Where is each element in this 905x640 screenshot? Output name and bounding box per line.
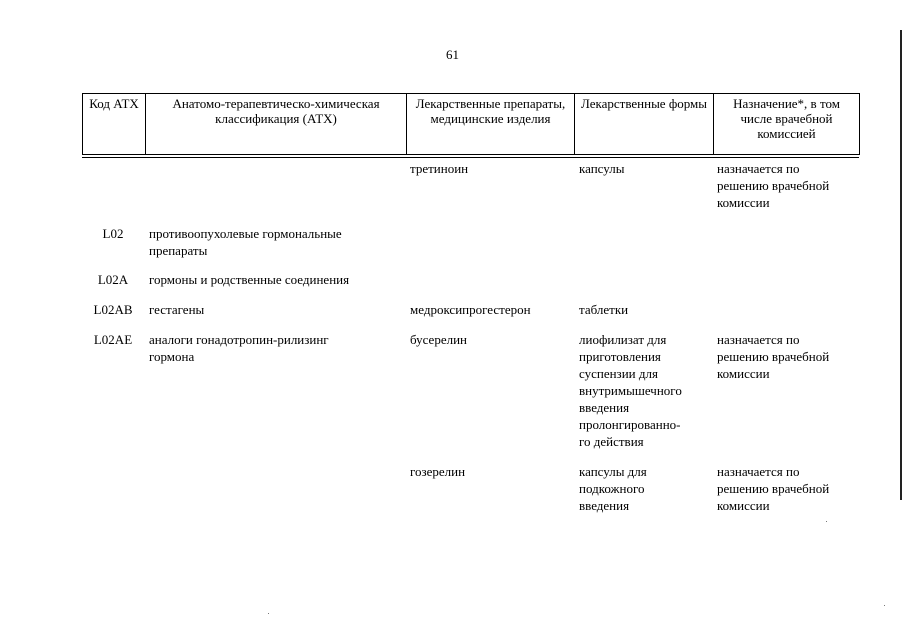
drug-name: бусерелин — [410, 332, 467, 347]
purpose-note-line: решению врачебной — [717, 481, 830, 496]
dosage-form-line: введения — [579, 400, 630, 415]
atx-classification-line: аналоги гонадотропин-рилизинг — [149, 332, 329, 347]
dosage-form-line: приготовления — [579, 349, 661, 364]
purpose-note-line: назначается по — [717, 161, 800, 176]
purpose-note-line: назначается по — [717, 464, 800, 479]
header-bottom-rule — [82, 157, 859, 158]
atx-classification-line: гормона — [149, 349, 195, 364]
dosage-form-line: капсулы — [579, 161, 625, 176]
drug-name: третиноин — [410, 161, 469, 176]
header-forms: Лекарственные формы — [575, 94, 714, 155]
drug-name: медроксипрогестерон — [410, 302, 531, 317]
header-code: Код АТХ — [83, 94, 146, 155]
dosage-form-line: пролонгированно- — [579, 417, 681, 432]
drug-name: гозерелин — [410, 464, 466, 479]
dosage-form-line: суспензии для — [579, 366, 658, 381]
purpose-note-line: комиссии — [717, 498, 770, 513]
header-purpose: Назначение*, в том числе врачебной комиссией — [714, 94, 860, 155]
dosage-form-line: внутримышечного — [579, 383, 682, 398]
table-header — [82, 93, 860, 155]
scan-speck — [884, 605, 885, 606]
scan-speck — [268, 613, 269, 614]
purpose-note-line: назначается по — [717, 332, 800, 347]
atx-classification-line: гестагены — [149, 302, 205, 317]
purpose-note-line: решению врачебной — [717, 349, 830, 364]
atx-code: L02 — [102, 226, 124, 241]
atx-code: L02A — [97, 272, 129, 287]
dosage-form-line: лиофилизат для — [579, 332, 667, 347]
header-atx: Анатомо-терапевтическо-химическая классификация (АТХ) — [146, 94, 407, 155]
purpose-note-line: комиссии — [717, 366, 770, 381]
dosage-form-line: введения — [579, 498, 630, 513]
dosage-form-line: капсулы для — [579, 464, 647, 479]
atx-classification-line: препараты — [149, 243, 208, 258]
atx-code: L02AE — [93, 332, 133, 347]
scan-speck — [826, 521, 827, 522]
page-number: 61 — [446, 47, 459, 62]
atx-classification-line: гормоны и родственные соединения — [149, 272, 350, 287]
dosage-form-line: подкожного — [579, 481, 645, 496]
dosage-form-line: таблетки — [579, 302, 629, 317]
dosage-form-line: го действия — [579, 434, 644, 449]
purpose-note-line: решению врачебной — [717, 178, 830, 193]
purpose-note-line: комиссии — [717, 195, 770, 210]
header-drugs: Лекарственные препараты, медицинские изделия — [407, 94, 575, 155]
atx-classification-line: противоопухолевые гормональные — [149, 226, 342, 241]
atx-code: L02AB — [93, 302, 133, 317]
scan-edge-line — [900, 30, 902, 500]
